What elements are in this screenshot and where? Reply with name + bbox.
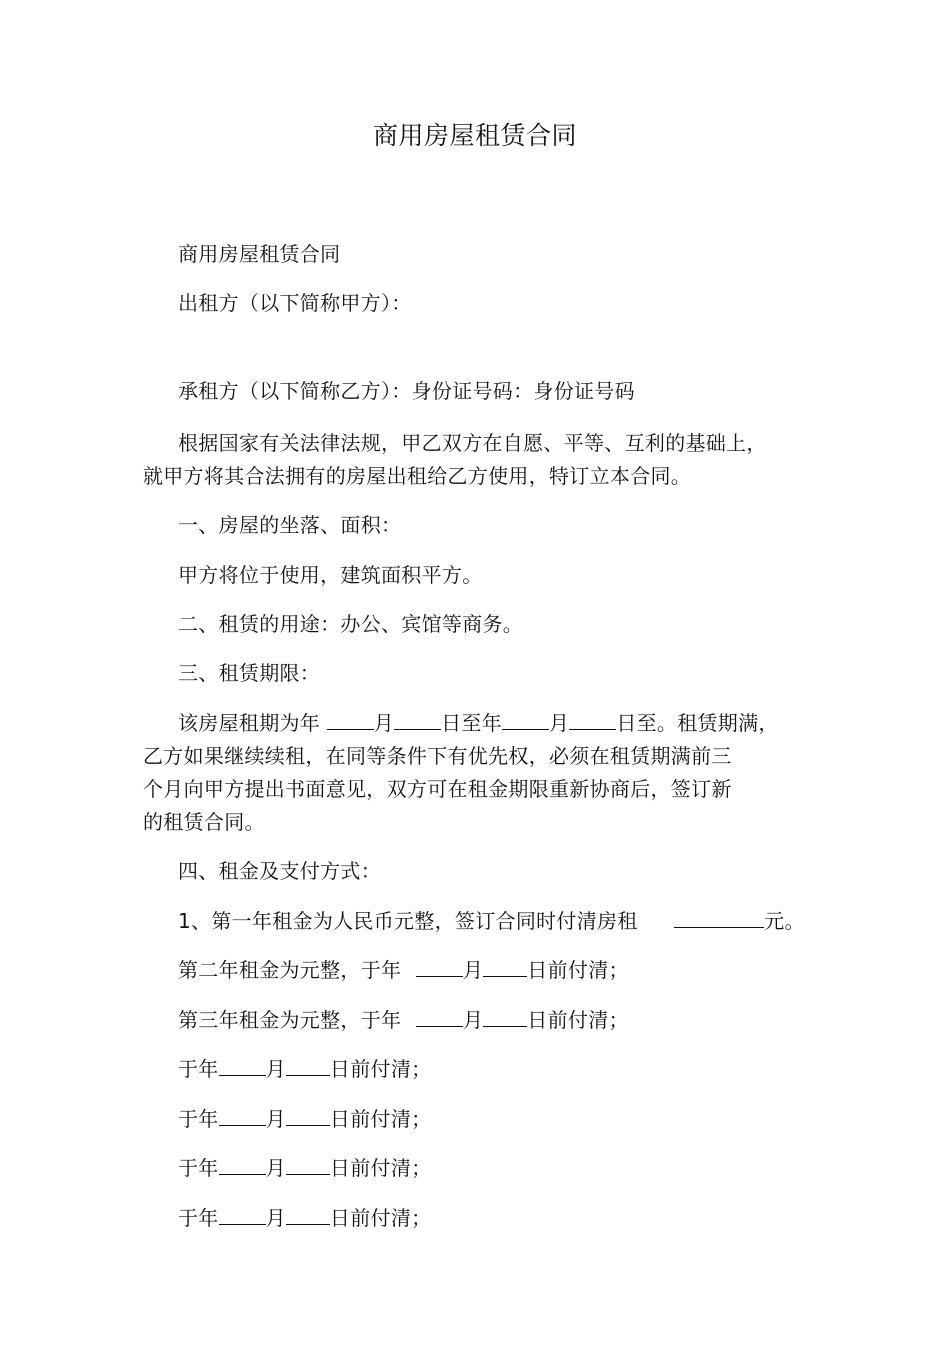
lease-term-line-2: 乙方如果继续续租，在同等条件下有优先权，必须在租赁期满前三 xyxy=(143,744,732,768)
blank-field xyxy=(219,1055,266,1076)
payment-row-month: 月 xyxy=(265,1057,286,1081)
payment-row-year: 于年 xyxy=(178,1107,219,1131)
payment-row-month: 月 xyxy=(265,1156,286,1180)
rent-line-3-suffix: 日前付清； xyxy=(527,1008,629,1032)
lease-term-line-4: 的租赁合同。 xyxy=(143,810,265,834)
payment-row-year: 于年 xyxy=(178,1057,219,1081)
payment-row-suffix: 日前付清； xyxy=(329,1057,432,1081)
rent-line-1-text: 1、第一年租金为人民币元整，签订合同时付清房租 xyxy=(178,909,638,933)
subtitle: 商用房屋租赁合同 xyxy=(178,242,341,266)
payment-row-year: 于年 xyxy=(178,1206,219,1230)
lease-term-text-c: 日至年 xyxy=(441,711,502,735)
section-1-heading: 一、房屋的坐落、面积： xyxy=(178,513,402,537)
blank-field xyxy=(416,1006,463,1027)
blank-field xyxy=(219,1105,266,1126)
payment-row-suffix: 日前付清； xyxy=(329,1206,432,1230)
lease-term-text-a: 该房屋租期为年 xyxy=(178,711,321,735)
payment-row-month: 月 xyxy=(265,1206,286,1230)
section-4-heading: 四、租金及支付方式： xyxy=(178,859,381,883)
blank-field xyxy=(394,709,441,730)
document-title: 商用房屋租赁合同 xyxy=(372,121,577,150)
preamble-line-2: 就甲方将其合法拥有的房屋出租给乙方使用，特订立本合同。 xyxy=(143,464,692,488)
payment-row xyxy=(178,1105,431,1133)
preamble-line-1: 根据国家有关法律法规，甲乙双方在自愿、平等、互利的基础上， xyxy=(178,431,767,455)
blank-field xyxy=(483,1006,527,1027)
rent-line-2-month: 月 xyxy=(462,958,484,982)
section-2-heading: 二、租赁的用途：办公、宾馆等商务。 xyxy=(178,612,524,636)
rent-line-3 xyxy=(178,1006,629,1034)
payment-row xyxy=(178,1154,431,1182)
blank-field xyxy=(502,709,549,730)
rent-line-1-suffix: 元。 xyxy=(764,909,805,933)
blank-field xyxy=(219,1204,266,1225)
lessor-line: 出租方（以下简称甲方）： xyxy=(178,291,412,315)
payment-row-suffix: 日前付清； xyxy=(329,1156,432,1180)
blank-field xyxy=(416,956,463,977)
payment-row-month: 月 xyxy=(265,1107,286,1131)
blank-field xyxy=(483,956,527,977)
payment-row-suffix: 日前付清； xyxy=(329,1107,432,1131)
rent-line-3-month: 月 xyxy=(462,1008,484,1032)
rent-line-2-text: 第二年租金为元整，于年 xyxy=(178,958,402,982)
rent-line-2-suffix: 日前付清； xyxy=(527,958,629,982)
lease-term-text-d: 月 xyxy=(549,711,570,735)
blank-field xyxy=(286,1105,330,1126)
lease-term-text-e: 日至。租赁期满， xyxy=(616,711,779,735)
lease-term-line-1 xyxy=(178,709,779,737)
payment-row-year: 于年 xyxy=(178,1156,219,1180)
lessee-line: 承租方（以下简称乙方）：身份证号码：身份证号码 xyxy=(178,379,635,403)
lease-term-line-3: 个月向甲方提出书面意见，双方可在租金期限重新协商后，签订新 xyxy=(143,777,732,801)
blank-field xyxy=(674,907,764,928)
blank-field xyxy=(327,709,374,730)
blank-field xyxy=(219,1154,266,1175)
rent-line-1 xyxy=(178,907,805,935)
blank-field xyxy=(286,1154,330,1175)
rent-line-3-text: 第三年租金为元整，于年 xyxy=(178,1008,402,1032)
rent-line-2 xyxy=(178,956,629,984)
blank-field xyxy=(569,709,616,730)
section-3-heading: 三、租赁期限： xyxy=(178,661,321,685)
section-1-body: 甲方将位于使用，建筑面积平方。 xyxy=(178,563,483,587)
blank-field xyxy=(286,1055,330,1076)
payment-row xyxy=(178,1055,431,1083)
lease-term-text-b: 月 xyxy=(373,711,395,735)
blank-field xyxy=(286,1204,330,1225)
payment-row xyxy=(178,1204,431,1232)
